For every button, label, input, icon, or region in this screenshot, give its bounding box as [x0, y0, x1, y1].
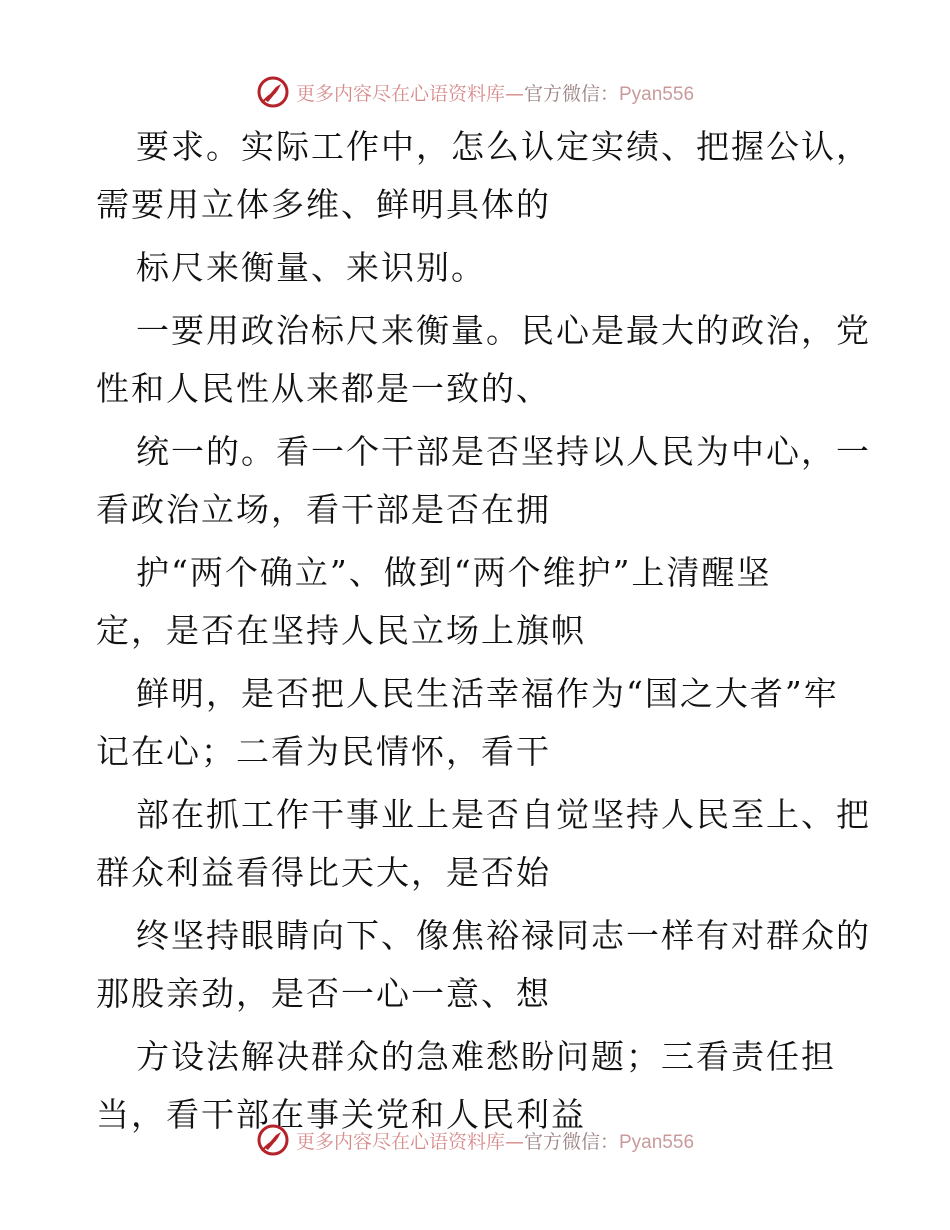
watermark-dash: — — [504, 1130, 524, 1153]
paragraph — [96, 423, 871, 539]
watermark-text — [296, 79, 694, 106]
document-body — [96, 118, 871, 1149]
text-line: 性和人民性从来都是一致的、 — [96, 369, 551, 408]
watermark-wechat-id: Pyan556 — [619, 1131, 695, 1153]
text-line: 标尺来衡量、来识别。 — [136, 248, 486, 287]
text-line: 需要用立体多维、鲜明具体的 — [96, 185, 551, 224]
paragraph — [96, 907, 871, 1023]
paragraph — [96, 786, 871, 902]
paragraph — [96, 239, 866, 297]
text-line: 要求。实际工作中，怎么认定实绩、把握公认， — [136, 127, 871, 166]
watermark-brand: 更多内容尽在心语资料库 — [295, 1130, 505, 1153]
text-line: 定，是否在坚持人民立场上旗帜 — [96, 611, 586, 650]
text-line: 终坚持眼睛向下、像焦裕禄同志一样有对群众的 — [136, 916, 871, 955]
text-line: 记在心；二看为民情怀，看干 — [96, 732, 551, 771]
header-watermark — [0, 72, 950, 112]
watermark-brand: 更多内容尽在心语资料库 — [295, 82, 505, 105]
text-line: 那股亲劲，是否一心一意、想 — [96, 974, 551, 1013]
text-line: 当，看干部在事关党和人民利益 — [96, 1095, 586, 1134]
watermark-dash: — — [504, 82, 524, 105]
footer-watermark — [0, 1120, 950, 1160]
paragraph — [96, 302, 871, 418]
text-line: 护“两个确立”、做到“两个维护”上清醒坚 — [136, 553, 772, 592]
watermark-wechat-id: Pyan556 — [619, 83, 695, 105]
watermark-official-label: 官方微信： — [523, 1130, 619, 1153]
paragraph — [96, 544, 866, 660]
pen-nib-circle-icon — [256, 1123, 290, 1157]
text-line: 部在抓工作干事业上是否自觉坚持人民至上、把 — [136, 795, 871, 834]
text-line: 一要用政治标尺来衡量。民心是最大的政治，党 — [136, 311, 871, 350]
text-line: 统一的。看一个干部是否坚持以人民为中心，一 — [136, 432, 871, 471]
paragraph — [96, 665, 866, 781]
text-line: 看政治立场，看干部是否在拥 — [96, 490, 551, 529]
text-line: 鲜明，是否把人民生活幸福作为“国之大者”牢 — [136, 674, 839, 713]
watermark-official-label: 官方微信： — [523, 82, 619, 105]
text-line: 群众利益看得比天大，是否始 — [96, 853, 551, 892]
text-line: 方设法解决群众的急难愁盼问题；三看责任担 — [136, 1037, 836, 1076]
pen-nib-circle-icon — [256, 75, 290, 109]
watermark-text — [296, 1127, 694, 1154]
paragraph — [96, 118, 871, 234]
